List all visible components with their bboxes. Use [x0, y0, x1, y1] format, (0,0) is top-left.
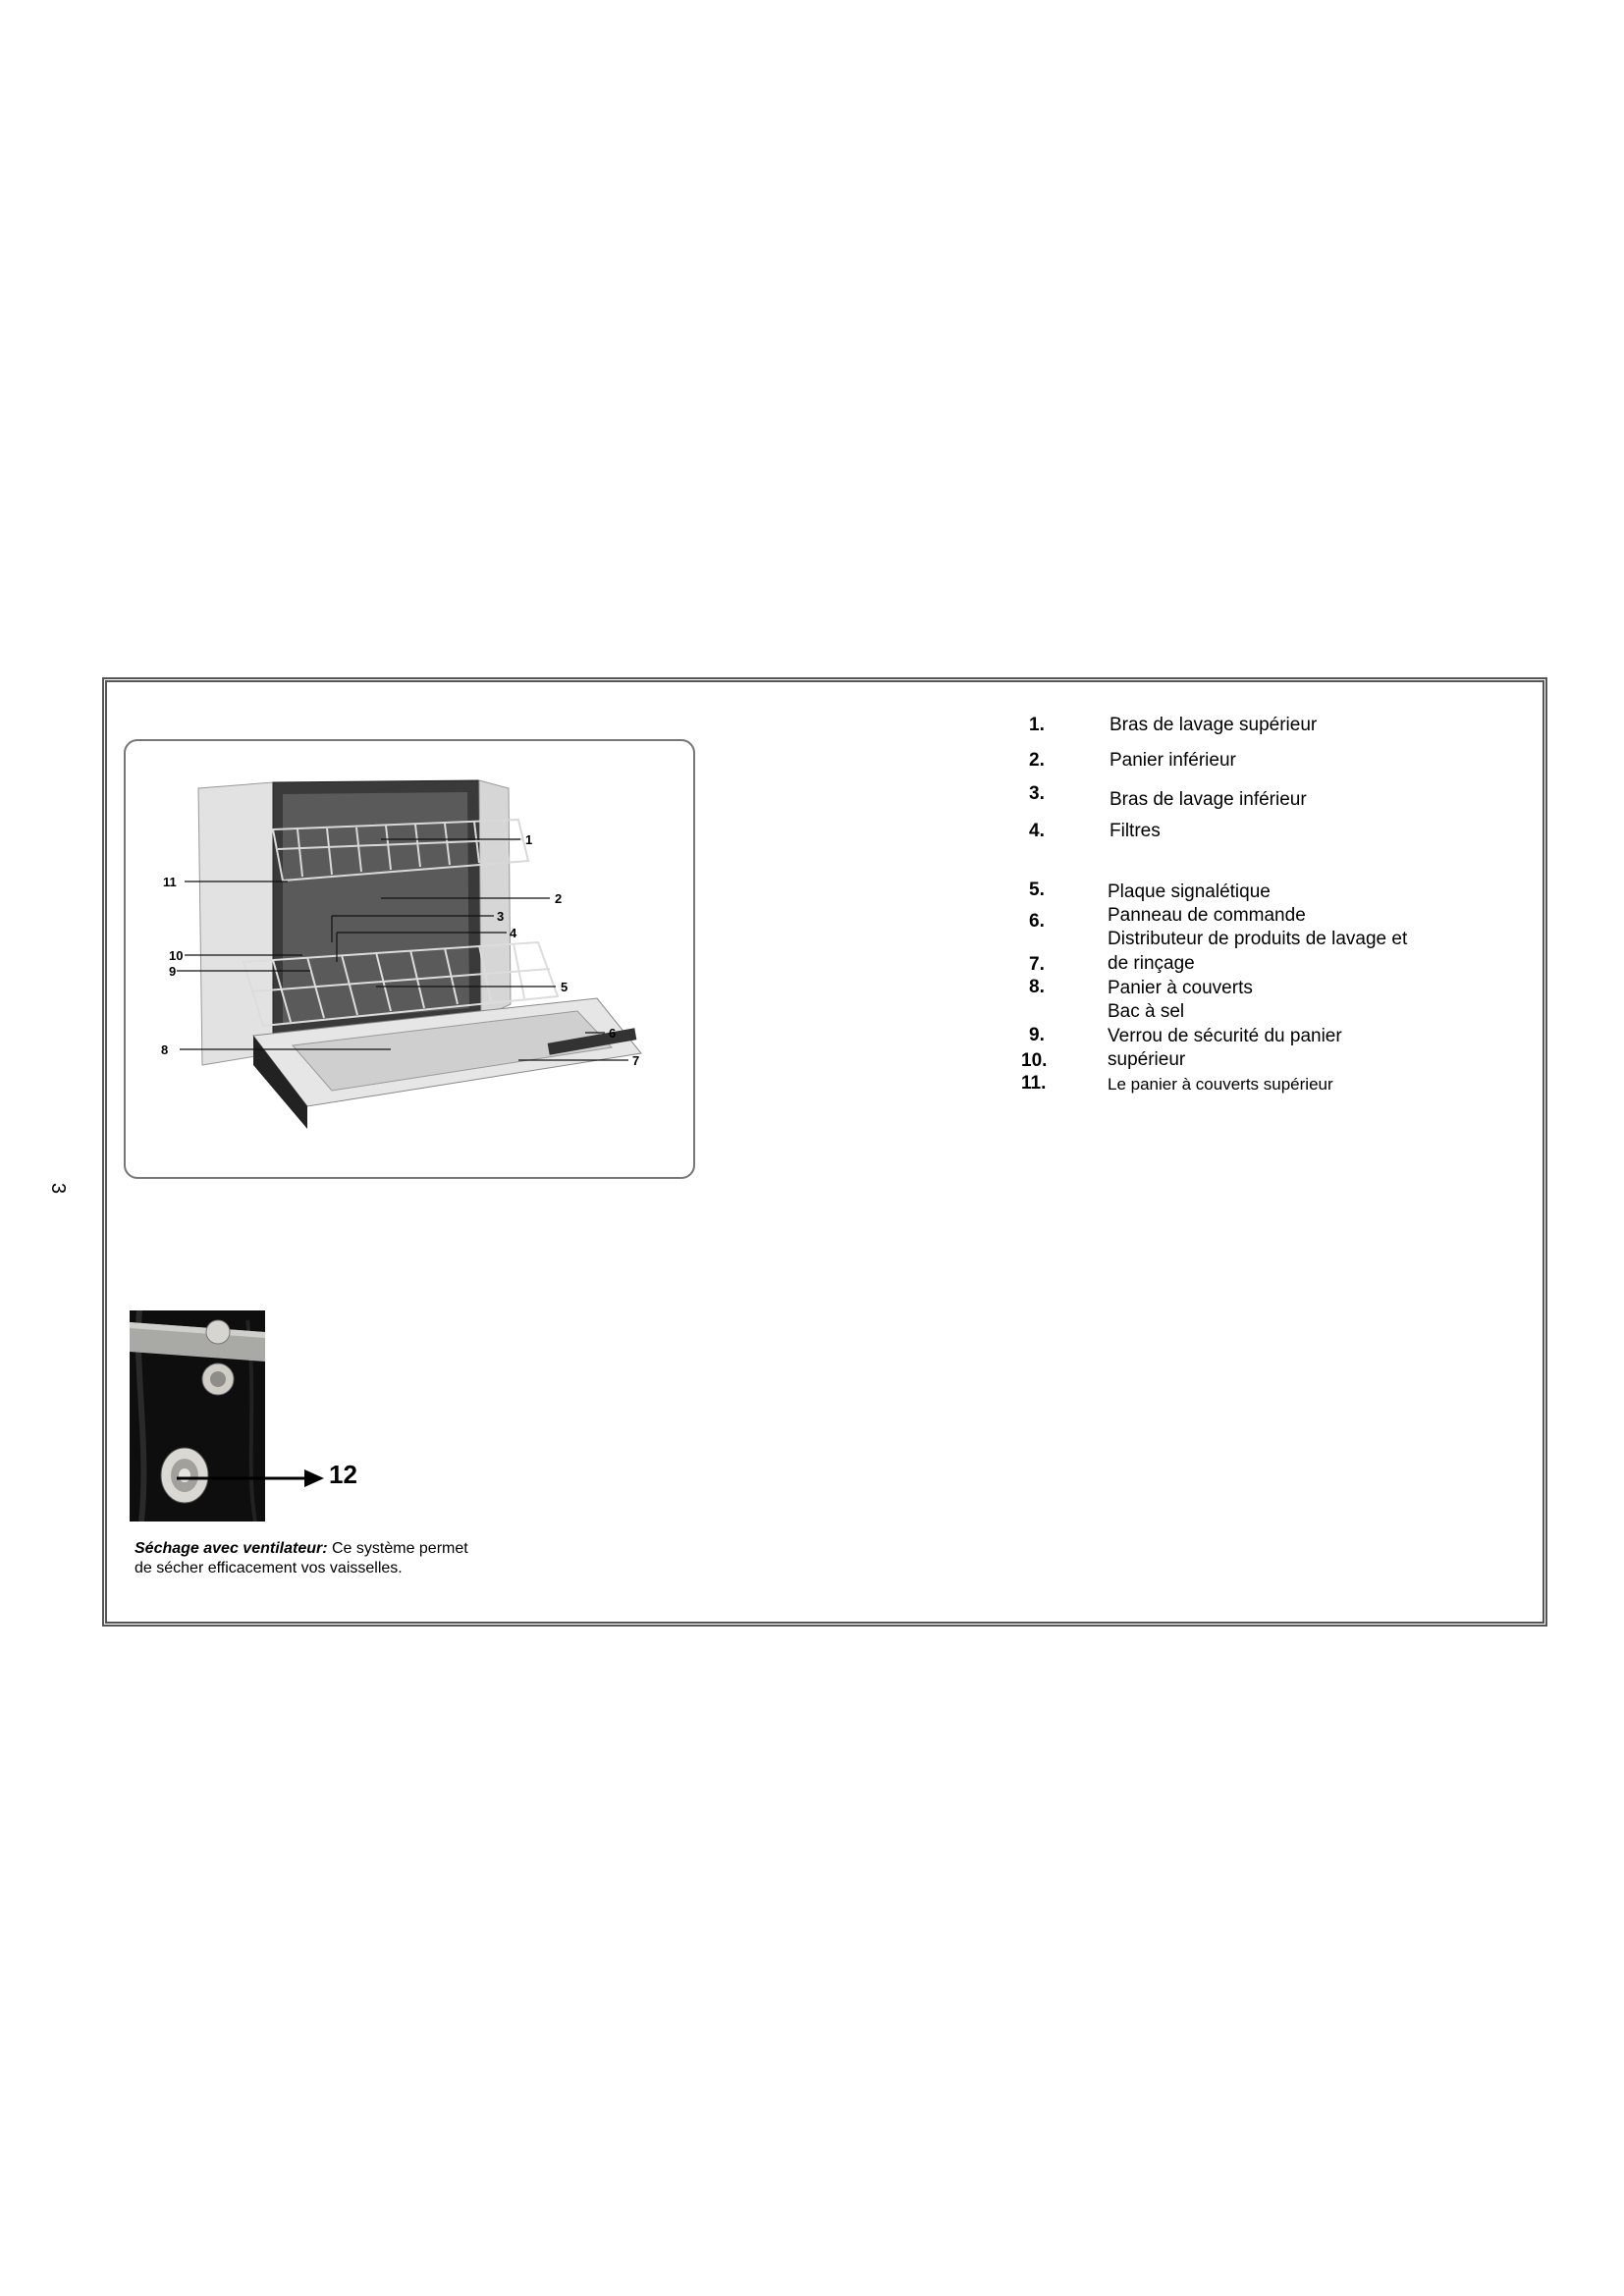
fan-callout-label: 12 [329, 1460, 357, 1489]
callout-11: 11 [163, 875, 177, 889]
callout-3: 3 [497, 909, 505, 924]
fan-caption-title: Séchage avec ventilateur: [135, 1540, 328, 1557]
callout-2: 2 [555, 891, 563, 906]
dishwasher-illustration [126, 741, 697, 1181]
dishwasher-diagram [124, 739, 695, 1179]
fan-photo [130, 1310, 265, 1522]
callout-7: 7 [632, 1053, 640, 1068]
fan-caption [135, 1539, 468, 1578]
callout-9: 9 [169, 964, 177, 979]
fan-caption-text: Ce système permet de sécher efficacement vos vaisselles. [135, 1540, 468, 1576]
callout-1: 1 [525, 832, 533, 847]
callout-10: 10 [169, 948, 184, 963]
callout-5: 5 [561, 980, 568, 994]
callout-4: 4 [510, 926, 517, 940]
callout-6: 6 [609, 1026, 617, 1041]
arrow-icon [177, 1468, 326, 1488]
page-number: 3 [47, 1183, 69, 1195]
fan-illustration [130, 1310, 265, 1522]
callout-8: 8 [161, 1042, 169, 1057]
